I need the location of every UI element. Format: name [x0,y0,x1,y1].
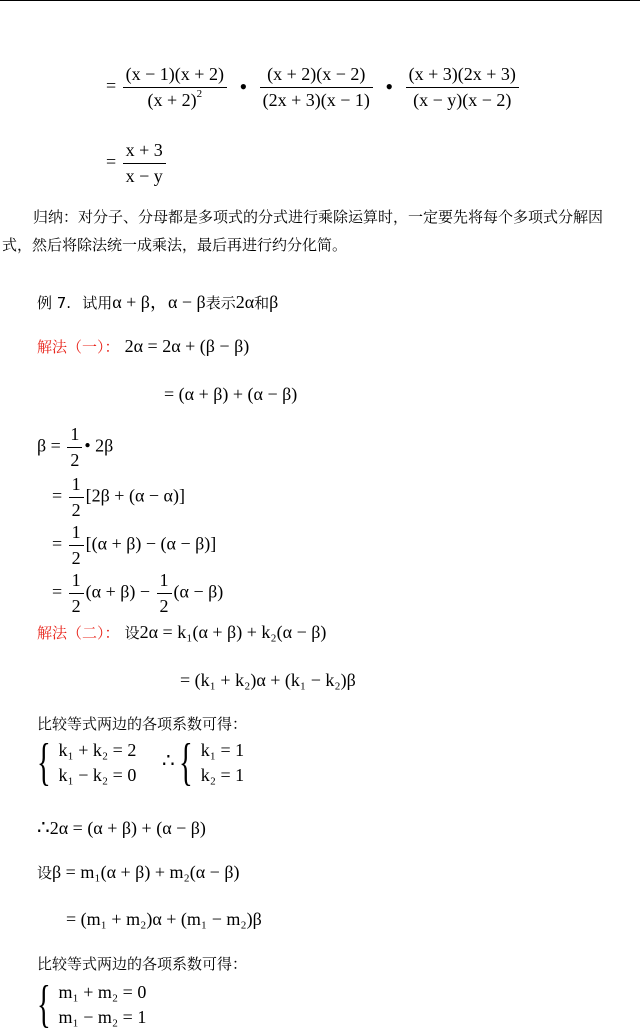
half-fraction [157,570,172,616]
half-denominator: 2 [71,595,81,616]
half-numerator: 1 [69,522,84,546]
method-2-set: 设 [124,624,140,642]
method-2-line-1 [37,622,326,643]
fraction-1-numerator: (x − 1)(x + 2) [123,64,227,88]
beta-equals: β = [37,435,61,456]
half-denominator: 2 [159,595,169,616]
method-1-label: 解法（一）： [37,338,120,356]
multiply-dot: • [385,74,394,100]
equation-product-of-fractions [106,64,521,110]
beta-line-2 [52,474,185,520]
example-label: 例 7. [37,294,72,312]
method-2-expr-1: 2α = k₁(α + β) + k₂(α − β) [139,622,327,642]
half-numerator: 1 [69,474,84,498]
compare-coefficients-text-2: 比较等式两边的各项系数可得： [37,955,248,973]
fraction-3 [406,64,519,110]
beta-line-4 [52,570,223,616]
system-m-row-2: m₁ − m₂ = 1 [58,1007,147,1027]
method-2-label: 解法（二）： [37,624,120,642]
equals-sign: = [106,151,117,172]
example-expr-2: 2α [235,292,255,312]
half-numerator: 1 [157,570,172,594]
beta-line-3 [52,522,216,568]
half-fraction [69,522,84,568]
method-1-line-1 [37,336,249,357]
beta-line-2-tail: [2β + (α − α)] [85,485,185,506]
result-denominator: x − y [125,165,163,186]
solution-row-1: k₁ = 1 [200,740,245,760]
result-2alpha [37,815,206,840]
half-fraction [67,424,82,470]
system-m-rows [58,980,146,1030]
left-brace: { [179,734,193,791]
fraction-2 [260,64,373,110]
half-fraction [69,570,84,616]
page-top-border [0,0,640,1]
equals-sign: = [52,581,63,602]
system-k-row-2: k₁ − k₂ = 0 [58,765,137,785]
system-k-row-1: k₁ + k₂ = 2 [58,740,137,760]
example-expr-3: β [269,292,279,312]
half-numerator: 1 [69,570,84,594]
therefore-symbol: ∴ [162,750,175,773]
system-k-rows [58,738,136,788]
half-numerator: 1 [67,424,82,448]
summary-line-2: 式，然后将除法统一成乘法，最后再进行约分化简。 [2,236,348,254]
example-and: 和 [254,294,270,312]
fraction-3-denominator: (x − y)(x − 2) [413,89,512,110]
example-mid: 表示 [205,294,236,312]
fraction-1 [123,64,227,110]
result-2alpha-expr: 2α = (α + β) + (α − β) [49,818,206,838]
beta-line-1-tail: • 2β [84,435,114,456]
method-3-expr-1: β = m₁(α + β) + m₂(α − β) [52,862,240,882]
half-denominator: 2 [71,499,81,520]
example-text: 试用 [82,294,113,312]
method-2-line-2: = (k₁ + k₂)α + (k₁ − k₂)β [180,670,356,690]
summary-line-1: 归纳：对分子、分母都是多项式的分式进行乘除运算时，一定要先将每个多项式分解因 [33,208,604,226]
fraction-1-den-base: (x + 2) [147,89,197,110]
fraction-1-denominator [123,88,227,111]
half-fraction [69,474,84,520]
equation-result [106,140,168,186]
system-k-solution-rows [201,738,244,788]
result-fraction [123,140,166,186]
left-brace: { [37,734,51,791]
example-expr-1: α + β，α − β [112,292,206,312]
result-numerator: x + 3 [123,140,166,164]
beta-line-4-mid: (α + β) − [85,581,151,602]
equals-sign: = [52,533,63,554]
summary-paragraph [2,203,604,259]
system-k-solution [162,734,245,791]
fraction-3-numerator: (x + 3)(2x + 3) [406,64,519,88]
therefore-symbol: ∴ [37,817,50,839]
equals-sign: = [52,485,63,506]
system-m-equations [37,976,147,1033]
half-denominator: 2 [71,547,81,568]
half-denominator: 2 [70,449,80,470]
compare-coefficients-text: 比较等式两边的各项系数可得： [37,715,248,733]
left-brace: { [37,976,51,1033]
fraction-1-exponent: 2 [196,87,203,100]
fraction-2-numerator: (x + 2)(x − 2) [260,64,373,88]
method-3-line-1 [37,862,240,883]
example-7-heading [37,288,278,314]
beta-line-4-tail: (α − β) [173,581,224,602]
beta-line-3-tail: [(α + β) − (α − β)] [85,533,217,554]
multiply-dot: • [239,74,248,100]
fraction-2-denominator: (2x + 3)(x − 1) [262,89,370,110]
method-1-expr-1: 2α = 2α + (β − β) [124,336,250,356]
method-3-set: 设 [37,864,53,882]
solution-row-2: k₂ = 1 [200,765,245,785]
method-1-line-2: = (α + β) + (α − β) [164,384,298,404]
equals-sign: = [106,75,117,96]
beta-line-1 [37,424,113,470]
system-k-equations [37,734,137,791]
method-3-line-2: = (m₁ + m₂)α + (m₁ − m₂)β [66,909,262,929]
system-m-row-1: m₁ + m₂ = 0 [58,982,147,1002]
